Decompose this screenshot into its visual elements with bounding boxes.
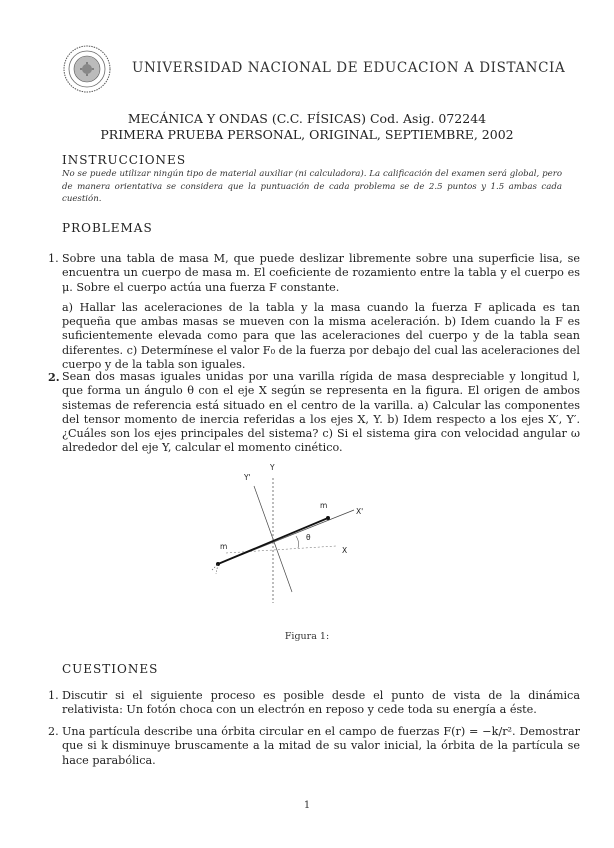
exam-subtitle: PRIMERA PRUEBA PERSONAL, ORIGINAL, SEPTIEMBRE, 2002 — [100, 127, 514, 142]
problems-heading: PROBLEMAS — [62, 221, 153, 235]
label-x-prime: X' — [356, 507, 364, 516]
problem-number: 1. — [48, 252, 59, 265]
x-axis — [226, 546, 336, 553]
question-number: 1. — [48, 689, 59, 702]
problem-2 — [48, 370, 580, 456]
university-name: UNIVERSIDAD NACIONAL DE EDUCACION A DISTANCIA — [132, 60, 566, 76]
question-text: Una partícula describe una órbita circular en el campo de fuerzas F(r) = −k/r². Demostrar que si k disminuye bruscamente a la mitad de su valor inicial, la órbita de la partícula se hace parabólica. — [62, 725, 580, 767]
problem-statement: Sobre una tabla de masa M, que puede deslizar libremente sobre una superficie lisa, se encuentra un cuerpo de masa m. El coeficiente de rozamiento entre la tabla y el cuerpo es μ. Sobre el cuerpo actúa una fuerza F constante. — [62, 252, 580, 294]
problem-parts: a) Hallar las aceleraciones de la tabla y la masa cuando la fuerza F aplicada es tan pequeña que ambas masas se mueven con la misma aceleración. b) Idem cuando la F es suficientemente elevada como para que las aceleraciones del cuerpo y de la tabla sean diferentes. c) Determínese el valor F₀ de la fuerza por debajo del cual las aceleraciones del cuerpo y de la tabla son iguales. — [62, 300, 580, 372]
figure-caption: Figura 1: — [284, 631, 330, 642]
university-seal-icon — [62, 44, 112, 94]
question-number: 2. — [48, 725, 59, 738]
theta-arc — [296, 536, 299, 548]
label-mass-right: m — [320, 501, 328, 510]
label-x: X — [342, 546, 348, 555]
y-prime-axis — [254, 486, 292, 592]
problem-1 — [48, 252, 580, 372]
label-theta: θ — [306, 533, 311, 542]
instructions-heading: INSTRUCCIONES — [62, 153, 187, 167]
question-1 — [48, 689, 580, 718]
questions-heading: CUESTIONES — [62, 662, 159, 676]
instructions-text: No se puede utilizar ningún tipo de material auxiliar (ni calculadora). La calificación del examen será global, pero de manera orientativa se considera que la puntuación de cada problema se de 2.5 puntos y 1.5 ambas cada cuestión. — [62, 169, 562, 204]
label-y-prime: Y' — [244, 473, 251, 482]
label-mass-left: m — [220, 542, 228, 551]
question-text: Discutir si el siguiente proceso es posible desde el punto de vista de la dinámica relativista: Un fotón choca con un electrón en reposo y cede toda su energía a éste. — [62, 689, 580, 717]
figure-rod-axes — [196, 458, 396, 618]
question-2 — [48, 725, 580, 768]
exam-title: MECÁNICA Y ONDAS (C.C. FÍSICAS) Cod. Asig. 072244 — [127, 111, 487, 126]
mass-right — [326, 516, 330, 520]
problem-statement: Sean dos masas iguales unidas por una varilla rígida de masa despreciable y longitud l, que forma un ángulo θ con el eje X según se representa en la figura. El origen de ambos sistemas de referencia está situado en el centro de la varilla. a) Calcular las componentes del tensor momento de inercia referidas a los ejes X, Y. b) Idem respecto a los ejes X′, Y′. ¿Cuáles son los ejes principales del sistema? c) Si el sistema gira con velocidad angular ω alrededor del eje Y, calcular el momento cinético. — [62, 370, 580, 455]
problem-number: 2. — [48, 370, 60, 384]
page-number: 1 — [303, 800, 311, 811]
rod — [218, 518, 328, 564]
label-y: Y — [270, 463, 275, 472]
